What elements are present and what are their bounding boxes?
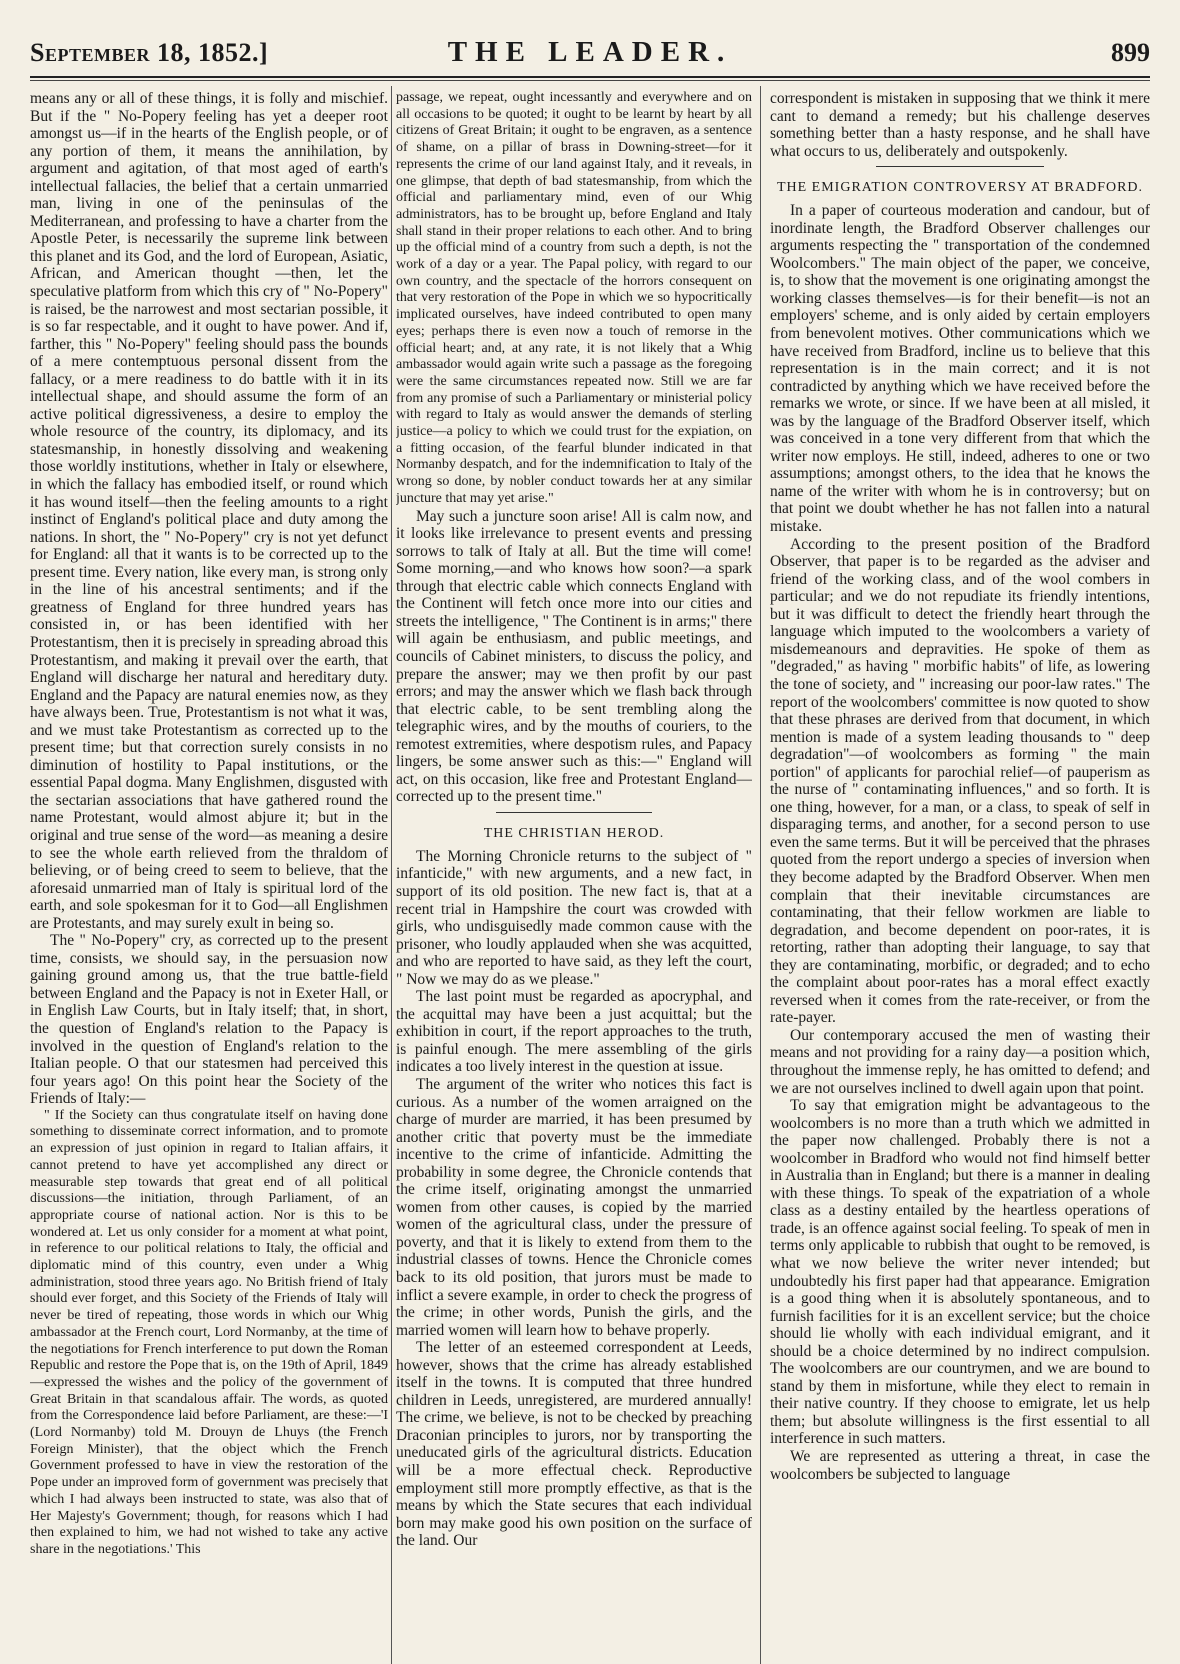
- column-divider: [760, 86, 761, 1664]
- header-rule-thin: [30, 80, 1150, 81]
- masthead: [30, 34, 1150, 76]
- article-paragraph: correspondent is mistaken in supposing that we think it mere cant to demand a remedy; but his challenge deserves something better than a hasty response, and he shall have what occurs to us, deliberately and outspokenly.: [770, 90, 1150, 160]
- issue-date: September 18, 1852.]: [30, 38, 269, 67]
- section-divider: [496, 812, 653, 813]
- article-paragraph: In a paper of courteous moderation and candour, but of inordinate length, the Bradford Observer challenges our arguments respecting the " transportation of the condemned Woolcombers." The main object of the paper, we conceive, is, to show that the movement is one originating amongst the working classes themselves—is for their benefit—is not an employers' scheme, and is only aided by certain employers from benevolent motives. Other communications which we have received from Bradford, incline us to believe that this representation is in the main correct; and it is not contradicted by anything which we have received before the remarks we wrote, or since. If we have been at all misled, it was by the language of the Bradford Observer itself, which was conceived in a tone very different from that which the writer now employs. He still, indeed, adheres to one or two assumptions; amongst others, to the idea that he knows the name of the writer with whom he is in controversy; but on that point we doubt whether he has not fallen into a natural mistake.: [770, 202, 1150, 536]
- header-rule: [30, 76, 1150, 78]
- article-paragraph: May such a juncture soon arise! All is calm now, and it looks like irrelevance to present events and pressing sorrows to talk of Italy at all. But the time will come! Some morning,—and who knows how soon?—a spark through that electric cable which connects England with the Continent will fetch once more into our cities and streets the intelligence, " The Continent is in arms;" there will again be enthusiasm, and public meetings, and councils of Cabinet ministers, to discuss the policy, and prepare the answer; may we then profit by our past errors; and may the answer which we flash back through that electric cable, to be sent trembling along the telegraphic wires, and by the mouths of couriers, to the remotest extremities, where despotism rules, and Papacy lingers, be some answer such as this:—" England will act, on this occasion, like free and Protestant England—corrected up to the present time.": [396, 507, 752, 806]
- article-paragraph: The argument of the writer who notices this fact is curious. As a number of the women arraigned on the charge of murder are married, it has been presumed by another critic that poverty must be the immediate incentive to the crime of infanticide. Admitting the probability in some degree, the Chronicle contends that the crime itself, originating amongst the unmarried women from other causes, is copied by the married women of the agricultural class, under the pressure of poverty, and that it is likely to extend from them to the industrial classes of towns. Hence the Chronicle comes back to its old position, that jurors must be made to inflict a severe example, in order to check the progress of the crime; in other words, Punish the girls, and the married women will learn how to behave properly.: [396, 1075, 752, 1339]
- article-paragraph: The " No-Popery" cry, as corrected up to the present time, consists, we should say, in the persuasion now gaining ground among us, that the true battle-field between England and the Papacy is not in Exeter Hall, or in English Law Courts, but in Italy itself; that, in short, the question of England's relation to the Papacy is involved in the question of England's relation to the Italian people. O that our statesmen had perceived this four years ago! On this point hear the Society of the Friends of Italy:—: [30, 932, 388, 1108]
- column-3: [770, 90, 1150, 1664]
- page-number: 899: [1111, 38, 1150, 67]
- article-paragraph: Our contemporary accused the men of wasting their means and not providing for a rainy day—a position which, throughout the immense reply, he has omitted to defend; and we are not ourselves inclined to dwell again upon that point.: [770, 1026, 1150, 1097]
- quoted-passage: passage, we repeat, ought incessantly and everywhere and on all occasions to be quoted; it ought to be learnt by heart by all citizens of Great Britain; it ought to be engraven, as a sentence of shame, on a pillar of brass in Downing-street—for it represents the crime of our land against Italy, and it reveals, in one glimpse, that depth of bad statesmanship, from which the official and parliamentary mind, even of our Whig administrators, has to be brought up, before England and Italy shall stand in their proper relations to each other. And to bring up the official mind of a country from such a depth, is not the work of a day or a year. The Papal policy, with regard to our own country, and the spectacle of the horrors consequent on that very restoration of the Pope in which we so hypocritically implicated ourselves, have indeed contributed to open many eyes; perhaps there is even now a touch of remorse in the official heart; and, at any rate, it is not likely that a Whig ambassador would again write such a passage as the foregoing were the same circumstances repeated now. Still we are far from any promise of such a Parliamentary or ministerial policy with regard to Italy as would answer the demands of sterling justice—a policy to which we could trust for the expiation, on a fitting occasion, of the fearful blunder indicated in that Normanby despatch, and for the indemnification to Italy of the wrong so done, by nobler conduct towards her at any similar juncture that may yet arise.": [396, 90, 752, 506]
- article-paragraph: According to the present position of the Bradford Observer, that paper is to be regarded as the adviser and friend of the working class, and of the wool combers in particular; and we do not repudiate its friendly intentions, but it was difficult to detect the friendly heart through the language which imputed to the woolcombers a variety of misdemeanours and depravities. He spoke of them as "degraded," as having " morbific habits" of life, as lowering the tone of society, and " increasing our poor-law rates." The report of the woolcombers' committee is now quoted to show that these phrases are derived from that document, in which mention is made of a system leading thousands to " deep degradation"—of woolcombers as forming " the main portion" of applicants for parochial relief—of pauperism as the nurse of " contaminating influences," and so forth. It is one thing, however, for a man, or a class, to speak of self in disparaging terms, and another, for a second person to use even the same terms. But it will be perceived that the phrases quoted from the report undergo a species of inversion when they become adapted by the Bradford Observer. When men complain that their inevitable circumstances are contaminating, that their fellow workmen are liable to degradation, and become dependent on poor-rates, it is retorting, rather than adopting their language, to say that they are contaminating, morbific, or degraded; and to echo the complaint about poor-rates has a moral effect exactly reversed when it comes from the rate-receiver, or from the rate-payer.: [770, 535, 1150, 1027]
- column-1: [30, 90, 388, 1664]
- article-paragraph: To say that emigration might be advantageous to the woolcombers is no more than a truth which we admitted in the paper now challenged. Probably there is not a woolcomber in Bradford who would not find himself better in Australia than in England; but there is a manner in dealing with these things. To speak of the expatriation of a whole class as a destiny entailed by the heartless operations of trade, is an offence against social feeling. To speak of men in terms only applicable to rubbish that ought to be removed, is what we now believe the writer never intended; but undoubtedly his first paper had that appearance. Emigration is a good thing when it is absolutely spontaneous, and to furnish facilities for it is an excellent service; but the choice should lie wholly with each individual emigrant, and it should be a choice determined by no indirect compulsion. The woolcombers are our countrymen, and we are bound to stand by them in misfortune, while they elect to remain in their native country. If they choose to emigrate, let us help them; but absolute willingness is the first essential to all interference in such matters.: [770, 1097, 1150, 1448]
- article-paragraph: The letter of an esteemed correspondent at Leeds, however, shows that the crime has already established itself in the towns. It is computed that three hundred children in Leeds, unregistered, are murdered annually! The crime, we believe, is not to be checked by preaching Draconian principles to jurors, nor by transporting the uneducated girls of the agricultural districts. Education will be a more effectual check. Reproductive employment still more promptly effective, as that is the means by which the State secures that each individual born may make good his own position on the surface of the land. Our: [396, 1339, 752, 1550]
- article-paragraph: We are represented as uttering a threat, in case the woolcombers be subjected to language: [770, 1448, 1150, 1483]
- newspaper-title: THE LEADER.: [447, 36, 733, 68]
- column-divider: [391, 86, 392, 1664]
- section-heading: THE CHRISTIAN HEROD.: [483, 825, 665, 841]
- quoted-passage: " If the Society can thus congratulate itself on having done something to disseminate correct information, and to promote an expression of just opinion in regard to Italian affairs, it cannot pretend to have yet accomplished any direct or measurable step towards that great end of all political discussions—the initiation, through Parliament, of an appropriate course of national action. Nor is this to be wondered at. Let us only consider for a moment at what point, in reference to our political relations to Italy, the official and diplomatic mind of this country, even under a Whig administration, stood three years ago. No British friend of Italy should ever forget, and this Society of the Friends of Italy will never be tired of repeating, those words in which our Whig ambassador at the French court, Lord Normanby, at the time of the negotiations for French interference to put down the Roman Republic and restore the Pope that is, on the 19th of April, 1849—expressed the wishes and the policy of the government of Great Britain in that scandalous affair. The words, as quoted from the Correspondence laid before Parliament, are these:—'I (Lord Normanby) told M. Drouyn de Lhuys (the French Foreign Minister), that the object which the French Government professed to have in view the restoration of the Pope under an improved form of government was precisely that which I had always been instructed to state, was also that of Her Majesty's Government; though, for reasons which I had then explained to him, we had not wished to take any active share in the negotiations.' This: [30, 1107, 388, 1557]
- section-heading: THE EMIGRATION CONTROVERSY AT BRADFORD.: [776, 180, 1144, 196]
- column-2: [396, 90, 752, 1664]
- article-paragraph: The Morning Chronicle returns to the subject of " infanticide," with new arguments, and a new fact, in support of its old position. The new fact is, that at a recent trial in Hampshire the court was crowded with girls, who undisguisedly made common cause with the prisoner, who loudly applauded when she was acquitted, and who are reported to have said, as they left the court, " Now we may do as we please.": [396, 847, 752, 988]
- section-divider: [876, 166, 1043, 167]
- article-paragraph: The last point must be regarded as apocryphal, and the acquittal may have been a just acquittal; but the exhibition in court, if the report approaches to the truth, is painful enough. The mere assembling of the girls indicates a too lively interest in the question at issue.: [396, 988, 752, 1076]
- article-paragraph: means any or all of these things, it is folly and mischief. But if the " No-Popery feeling has yet a deeper root amongst us—if in the hearts of the English people, or of any portion of them, it means the annihilation, by argument and agitation, of that most aged of earth's intellectual fallacies, the belief that a certain unmarried man, living in one of the peninsulas of the Mediterranean, and professing to have a charter from the Apostle Peter, is necessarily the supreme link between this planet and its God, and the lord of European, Asiatic, African, and American thought —then, let the speculative platform from which this cry of " No-Popery" is raised, be the narrowest and most sectarian possible, it is so far respectable, and it ought to have power. And if, farther, this " No-Popery" feeling should pass the bounds of a mere contemptuous personal dissent from the fallacy, or a mere readiness to do battle with it in its intellectual shape, and should assume the form of an active political digressiveness, a desire to employ the whole resource of the country, its diplomacy, and its statesmanship, in honestly dissolving and weakening those worldly institutions, whether in Italy or elsewhere, in which the fallacy has embodied itself, or round which it has wound itself—then the feeling amounts to a right instinct of England's political place and duty among the nations. In short, the " No-Popery" cry is not yet defunct for England: all that it wants is to be corrected up to the present time. Every nation, like every man, is strong only in the line of his ancestral sentiments; and if the greatness of England for three hundred years has consisted in, or has been identified with her Protestantism, then it is precisely in spreading abroad this Protestantism, and making it prevail over the earth, that England will discharge her natural and hereditary duty. England and the Papacy are natural enemies now, as they have always been. True, Protestantism is not what it was, and we must take Protestantism as corrected up to the present time; but that correction surely consists in no diminution of hostility to Papal institutions, or the essential Papal dogma. Many Englishmen, disgusted with the sectarian associations that have gathered round the name Protestant, would almost abjure it; but in the original and true sense of the word—as meaning a desire to see the whole earth relieved from the thraldom of believing, or of being creed to seem to believe, that the aforesaid unmarried man of Italy is spiritual lord of the earth, and sole spokesman for it to God—all Englishmen are Protestants, and may surely exult in being so.: [30, 90, 388, 932]
